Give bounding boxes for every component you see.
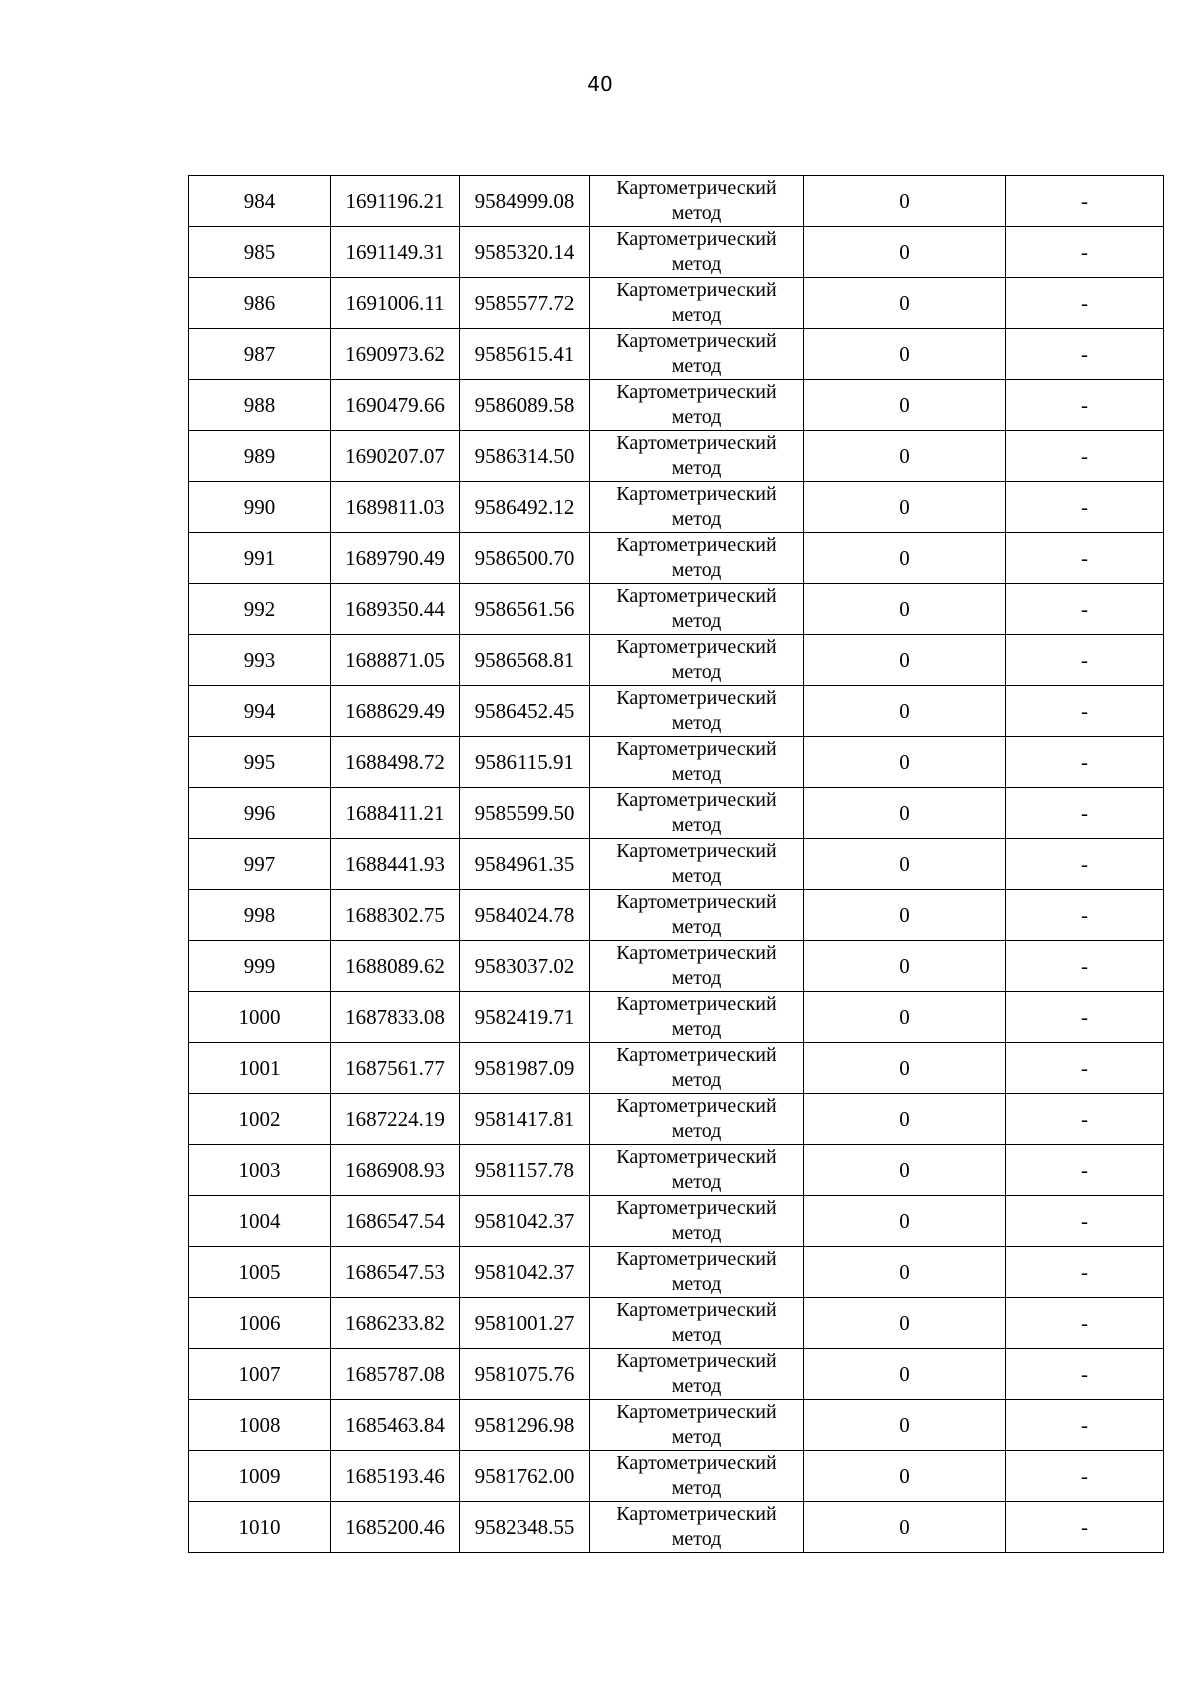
y-coordinate-cell: 9584961.35 (460, 839, 590, 890)
point-number-cell: 988 (189, 380, 331, 431)
method-line-2: метод (671, 814, 722, 836)
description-cell: - (1006, 839, 1164, 890)
y-coordinate-cell: 9584999.08 (460, 176, 590, 227)
method-line-1: Картометрический (616, 1350, 777, 1372)
accuracy-cell: 0 (804, 176, 1006, 227)
description-cell: - (1006, 941, 1164, 992)
y-coordinate-cell: 9586561.56 (460, 584, 590, 635)
table-row (189, 1145, 1164, 1196)
point-number-cell: 1001 (189, 1043, 331, 1094)
coordinates-table (188, 175, 1164, 1553)
table-row (189, 176, 1164, 227)
method-line-2: метод (671, 1426, 722, 1448)
point-number-cell: 996 (189, 788, 331, 839)
point-number-cell: 989 (189, 431, 331, 482)
table-row (189, 686, 1164, 737)
description-cell: - (1006, 686, 1164, 737)
x-coordinate-cell: 1686547.54 (331, 1196, 460, 1247)
description-cell: - (1006, 788, 1164, 839)
point-number-cell: 998 (189, 890, 331, 941)
y-coordinate-cell: 9585599.50 (460, 788, 590, 839)
y-coordinate-cell: 9582348.55 (460, 1502, 590, 1553)
table-row (189, 227, 1164, 278)
y-coordinate-cell: 9586115.91 (460, 737, 590, 788)
method-cell (590, 1502, 804, 1553)
point-number-cell: 991 (189, 533, 331, 584)
x-coordinate-cell: 1686547.53 (331, 1247, 460, 1298)
accuracy-cell: 0 (804, 1145, 1006, 1196)
point-number-cell: 987 (189, 329, 331, 380)
method-cell (590, 1043, 804, 1094)
x-coordinate-cell: 1690973.62 (331, 329, 460, 380)
x-coordinate-cell: 1691149.31 (331, 227, 460, 278)
method-line-1: Картометрический (616, 381, 777, 403)
method-line-2: метод (671, 1273, 722, 1295)
method-line-1: Картометрический (616, 1299, 777, 1321)
method-line-1: Картометрический (616, 1146, 777, 1168)
method-cell (590, 533, 804, 584)
method-cell (590, 329, 804, 380)
accuracy-cell: 0 (804, 1094, 1006, 1145)
accuracy-cell: 0 (804, 1043, 1006, 1094)
y-coordinate-cell: 9582419.71 (460, 992, 590, 1043)
method-line-1: Картометрический (616, 483, 777, 505)
y-coordinate-cell: 9581042.37 (460, 1196, 590, 1247)
description-cell: - (1006, 278, 1164, 329)
method-line-2: метод (671, 1528, 722, 1550)
method-line-2: метод (671, 1375, 722, 1397)
accuracy-cell: 0 (804, 278, 1006, 329)
method-line-2: метод (671, 1069, 722, 1091)
accuracy-cell: 0 (804, 788, 1006, 839)
accuracy-cell: 0 (804, 890, 1006, 941)
method-cell (590, 992, 804, 1043)
method-cell (590, 431, 804, 482)
method-line-2: метод (671, 1120, 722, 1142)
x-coordinate-cell: 1688302.75 (331, 890, 460, 941)
accuracy-cell: 0 (804, 431, 1006, 482)
point-number-cell: 1000 (189, 992, 331, 1043)
method-line-2: метод (671, 304, 722, 326)
point-number-cell: 990 (189, 482, 331, 533)
table-row (189, 1196, 1164, 1247)
method-line-2: метод (671, 967, 722, 989)
method-line-1: Картометрический (616, 534, 777, 556)
method-line-2: метод (671, 661, 722, 683)
method-line-1: Картометрический (616, 1197, 777, 1219)
method-cell (590, 278, 804, 329)
point-number-cell: 992 (189, 584, 331, 635)
method-line-2: метод (671, 712, 722, 734)
method-cell (590, 1145, 804, 1196)
description-cell: - (1006, 992, 1164, 1043)
x-coordinate-cell: 1690479.66 (331, 380, 460, 431)
method-line-2: метод (671, 1477, 722, 1499)
table-row (189, 788, 1164, 839)
method-cell (590, 482, 804, 533)
method-line-1: Картометрический (616, 891, 777, 913)
method-line-2: метод (671, 508, 722, 530)
method-line-1: Картометрический (616, 1044, 777, 1066)
method-line-2: метод (671, 355, 722, 377)
method-cell (590, 380, 804, 431)
accuracy-cell: 0 (804, 380, 1006, 431)
method-line-2: метод (671, 202, 722, 224)
description-cell: - (1006, 1349, 1164, 1400)
method-line-1: Картометрический (616, 687, 777, 709)
method-cell (590, 737, 804, 788)
method-cell (590, 1247, 804, 1298)
y-coordinate-cell: 9585320.14 (460, 227, 590, 278)
description-cell: - (1006, 227, 1164, 278)
table-row (189, 1400, 1164, 1451)
method-line-1: Картометрический (616, 1452, 777, 1474)
accuracy-cell: 0 (804, 941, 1006, 992)
method-line-1: Картометрический (616, 1401, 777, 1423)
x-coordinate-cell: 1687561.77 (331, 1043, 460, 1094)
method-line-1: Картометрический (616, 942, 777, 964)
method-cell (590, 1298, 804, 1349)
description-cell: - (1006, 1502, 1164, 1553)
y-coordinate-cell: 9581001.27 (460, 1298, 590, 1349)
point-number-cell: 999 (189, 941, 331, 992)
accuracy-cell: 0 (804, 737, 1006, 788)
y-coordinate-cell: 9586089.58 (460, 380, 590, 431)
method-cell (590, 1349, 804, 1400)
accuracy-cell: 0 (804, 1502, 1006, 1553)
point-number-cell: 1005 (189, 1247, 331, 1298)
x-coordinate-cell: 1687833.08 (331, 992, 460, 1043)
table-row (189, 941, 1164, 992)
method-line-1: Картометрический (616, 177, 777, 199)
method-line-1: Картометрический (616, 1095, 777, 1117)
accuracy-cell: 0 (804, 1196, 1006, 1247)
point-number-cell: 994 (189, 686, 331, 737)
point-number-cell: 986 (189, 278, 331, 329)
method-cell (590, 1400, 804, 1451)
table-row (189, 584, 1164, 635)
x-coordinate-cell: 1688871.05 (331, 635, 460, 686)
table-row (189, 737, 1164, 788)
accuracy-cell: 0 (804, 1400, 1006, 1451)
x-coordinate-cell: 1688498.72 (331, 737, 460, 788)
method-cell (590, 1196, 804, 1247)
y-coordinate-cell: 9581075.76 (460, 1349, 590, 1400)
table-row (189, 992, 1164, 1043)
accuracy-cell: 0 (804, 686, 1006, 737)
x-coordinate-cell: 1688629.49 (331, 686, 460, 737)
x-coordinate-cell: 1688089.62 (331, 941, 460, 992)
x-coordinate-cell: 1689350.44 (331, 584, 460, 635)
method-line-1: Картометрический (616, 432, 777, 454)
method-line-2: метод (671, 406, 722, 428)
method-line-1: Картометрический (616, 738, 777, 760)
description-cell: - (1006, 635, 1164, 686)
x-coordinate-cell: 1691006.11 (331, 278, 460, 329)
x-coordinate-cell: 1686908.93 (331, 1145, 460, 1196)
method-line-1: Картометрический (616, 330, 777, 352)
y-coordinate-cell: 9581042.37 (460, 1247, 590, 1298)
x-coordinate-cell: 1685463.84 (331, 1400, 460, 1451)
x-coordinate-cell: 1685193.46 (331, 1451, 460, 1502)
y-coordinate-cell: 9586452.45 (460, 686, 590, 737)
point-number-cell: 1006 (189, 1298, 331, 1349)
accuracy-cell: 0 (804, 227, 1006, 278)
table-row (189, 1247, 1164, 1298)
method-line-1: Картометрический (616, 1248, 777, 1270)
y-coordinate-cell: 9581417.81 (460, 1094, 590, 1145)
table-row (189, 635, 1164, 686)
point-number-cell: 985 (189, 227, 331, 278)
method-cell (590, 227, 804, 278)
description-cell: - (1006, 737, 1164, 788)
y-coordinate-cell: 9586568.81 (460, 635, 590, 686)
table-body (189, 176, 1164, 1553)
table-row (189, 380, 1164, 431)
method-cell (590, 1451, 804, 1502)
accuracy-cell: 0 (804, 1349, 1006, 1400)
method-line-1: Картометрический (616, 228, 777, 250)
method-cell (590, 1094, 804, 1145)
method-line-2: метод (671, 559, 722, 581)
method-line-2: метод (671, 457, 722, 479)
x-coordinate-cell: 1687224.19 (331, 1094, 460, 1145)
y-coordinate-cell: 9586492.12 (460, 482, 590, 533)
description-cell: - (1006, 176, 1164, 227)
y-coordinate-cell: 9581296.98 (460, 1400, 590, 1451)
description-cell: - (1006, 1145, 1164, 1196)
method-cell (590, 686, 804, 737)
description-cell: - (1006, 533, 1164, 584)
table-row (189, 431, 1164, 482)
method-line-1: Картометрический (616, 585, 777, 607)
description-cell: - (1006, 1196, 1164, 1247)
accuracy-cell: 0 (804, 635, 1006, 686)
description-cell: - (1006, 329, 1164, 380)
method-line-2: метод (671, 1222, 722, 1244)
accuracy-cell: 0 (804, 1298, 1006, 1349)
accuracy-cell: 0 (804, 992, 1006, 1043)
point-number-cell: 1003 (189, 1145, 331, 1196)
method-cell (590, 635, 804, 686)
point-number-cell: 1007 (189, 1349, 331, 1400)
method-cell (590, 176, 804, 227)
method-line-2: метод (671, 253, 722, 275)
table-row (189, 329, 1164, 380)
method-line-2: метод (671, 916, 722, 938)
y-coordinate-cell: 9584024.78 (460, 890, 590, 941)
table-row (189, 890, 1164, 941)
method-line-1: Картометрический (616, 279, 777, 301)
description-cell: - (1006, 584, 1164, 635)
y-coordinate-cell: 9585577.72 (460, 278, 590, 329)
y-coordinate-cell: 9581157.78 (460, 1145, 590, 1196)
accuracy-cell: 0 (804, 533, 1006, 584)
description-cell: - (1006, 380, 1164, 431)
method-cell (590, 941, 804, 992)
accuracy-cell: 0 (804, 482, 1006, 533)
point-number-cell: 993 (189, 635, 331, 686)
x-coordinate-cell: 1685200.46 (331, 1502, 460, 1553)
accuracy-cell: 0 (804, 1451, 1006, 1502)
table-row (189, 839, 1164, 890)
description-cell: - (1006, 1400, 1164, 1451)
y-coordinate-cell: 9583037.02 (460, 941, 590, 992)
method-line-2: метод (671, 865, 722, 887)
method-cell (590, 839, 804, 890)
description-cell: - (1006, 431, 1164, 482)
method-line-2: метод (671, 1018, 722, 1040)
description-cell: - (1006, 1451, 1164, 1502)
description-cell: - (1006, 1043, 1164, 1094)
method-line-2: метод (671, 610, 722, 632)
table-row (189, 482, 1164, 533)
point-number-cell: 1004 (189, 1196, 331, 1247)
description-cell: - (1006, 1247, 1164, 1298)
x-coordinate-cell: 1685787.08 (331, 1349, 460, 1400)
point-number-cell: 1002 (189, 1094, 331, 1145)
description-cell: - (1006, 482, 1164, 533)
accuracy-cell: 0 (804, 1247, 1006, 1298)
method-cell (590, 584, 804, 635)
x-coordinate-cell: 1689790.49 (331, 533, 460, 584)
table-row (189, 1043, 1164, 1094)
y-coordinate-cell: 9581762.00 (460, 1451, 590, 1502)
y-coordinate-cell: 9586314.50 (460, 431, 590, 482)
table-row (189, 278, 1164, 329)
accuracy-cell: 0 (804, 584, 1006, 635)
table-row (189, 1451, 1164, 1502)
point-number-cell: 997 (189, 839, 331, 890)
method-line-1: Картометрический (616, 993, 777, 1015)
method-line-1: Картометрический (616, 789, 777, 811)
accuracy-cell: 0 (804, 329, 1006, 380)
x-coordinate-cell: 1688441.93 (331, 839, 460, 890)
point-number-cell: 995 (189, 737, 331, 788)
accuracy-cell: 0 (804, 839, 1006, 890)
page-number: 40 (587, 72, 613, 96)
table-row (189, 533, 1164, 584)
point-number-cell: 984 (189, 176, 331, 227)
table-row (189, 1298, 1164, 1349)
method-cell (590, 890, 804, 941)
method-line-2: метод (671, 1171, 722, 1193)
method-line-1: Картометрический (616, 636, 777, 658)
x-coordinate-cell: 1691196.21 (331, 176, 460, 227)
x-coordinate-cell: 1686233.82 (331, 1298, 460, 1349)
description-cell: - (1006, 1298, 1164, 1349)
point-number-cell: 1008 (189, 1400, 331, 1451)
point-number-cell: 1010 (189, 1502, 331, 1553)
table-row (189, 1094, 1164, 1145)
description-cell: - (1006, 890, 1164, 941)
point-number-cell: 1009 (189, 1451, 331, 1502)
method-line-1: Картометрический (616, 1503, 777, 1525)
table-row (189, 1349, 1164, 1400)
description-cell: - (1006, 1094, 1164, 1145)
x-coordinate-cell: 1688411.21 (331, 788, 460, 839)
y-coordinate-cell: 9581987.09 (460, 1043, 590, 1094)
method-line-2: метод (671, 763, 722, 785)
y-coordinate-cell: 9586500.70 (460, 533, 590, 584)
table-row (189, 1502, 1164, 1553)
method-line-1: Картометрический (616, 840, 777, 862)
method-cell (590, 788, 804, 839)
x-coordinate-cell: 1690207.07 (331, 431, 460, 482)
y-coordinate-cell: 9585615.41 (460, 329, 590, 380)
method-line-2: метод (671, 1324, 722, 1346)
x-coordinate-cell: 1689811.03 (331, 482, 460, 533)
